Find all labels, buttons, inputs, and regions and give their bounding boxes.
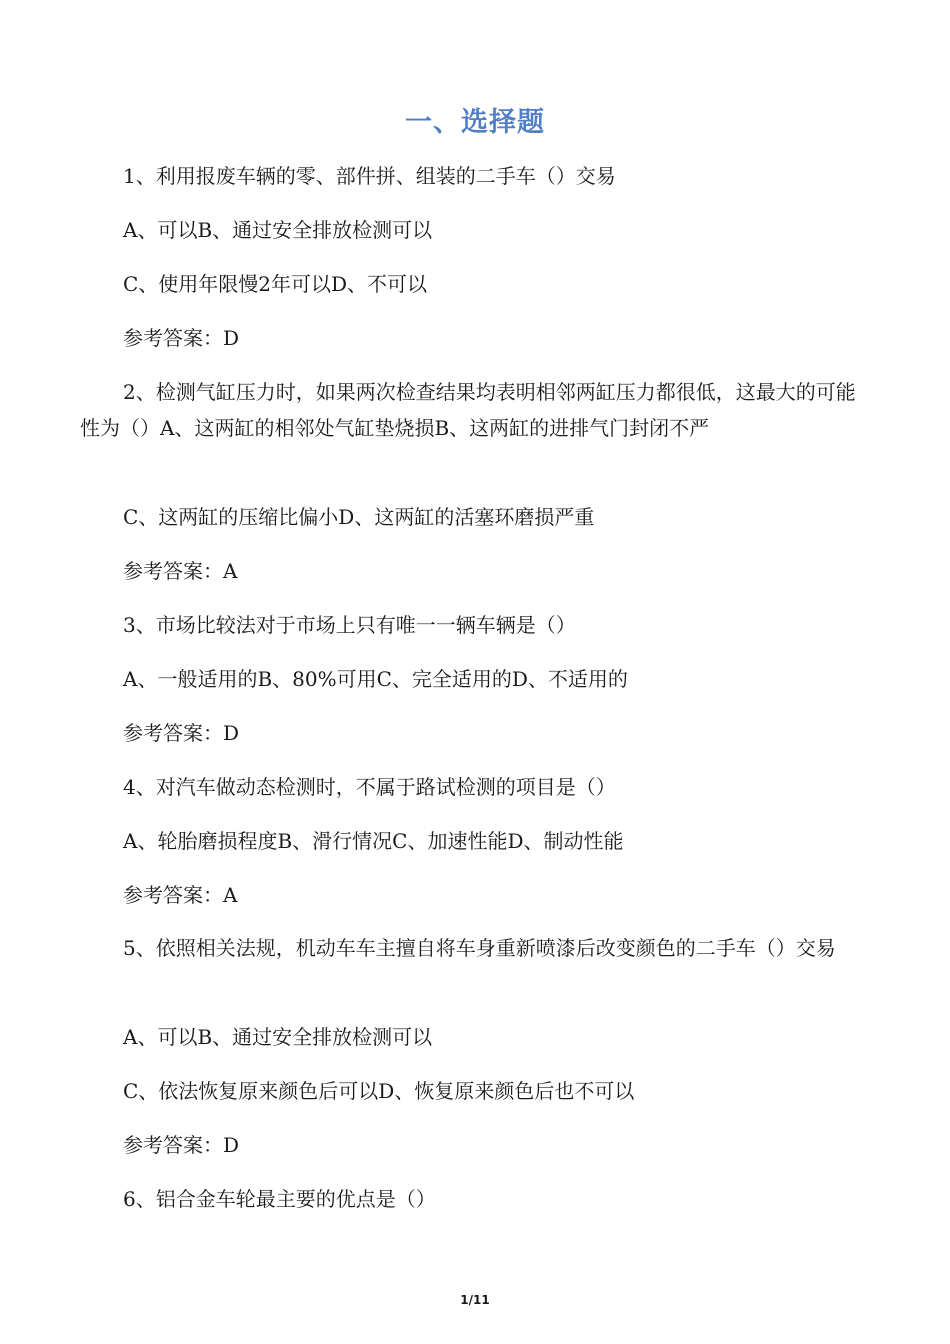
question-3: 3、市场比较法对于市场上只有唯一一辆车辆是（） <box>123 613 576 637</box>
question-5-answer: 参考答案：D <box>123 1133 240 1157</box>
question-1-answer: 参考答案：D <box>123 326 240 350</box>
question-4: 4、对汽车做动态检测时，不属于路试检测的项目是（） <box>123 775 616 799</box>
question-1-options-ab: A、可以B、通过安全排放检测可以 <box>123 218 433 242</box>
question-6: 6、铝合金车轮最主要的优点是（） <box>123 1187 436 1211</box>
question-2-answer: 参考答案：A <box>123 559 238 583</box>
question-3-answer: 参考答案：D <box>123 721 240 745</box>
page-number: 1/11 <box>460 1293 490 1307</box>
question-2: 2、检测气缸压力时，如果两次检查结果均表明相邻两缸压力都很低，这最大的可能性为（）A、这两缸的相邻处气缸垫烧损B、这两缸的进排气门封闭不严 <box>80 380 856 440</box>
question-4-answer: 参考答案：A <box>123 883 238 907</box>
section-heading: 一、选择题 <box>405 107 545 138</box>
question-1: 1、利用报废车辆的零、部件拼、组装的二手车（）交易 <box>123 164 616 188</box>
question-4-options: A、轮胎磨损程度B、滑行情况C、加速性能D、制动性能 <box>123 829 624 853</box>
question-2-options-cd: C、这两缸的压缩比偏小D、这两缸的活塞环磨损严重 <box>123 505 595 529</box>
question-5-options-cd: C、依法恢复原来颜色后可以D、恢复原来颜色后也不可以 <box>123 1079 635 1103</box>
question-5: 5、依照相关法规，机动车车主擅自将车身重新喷漆后改变颜色的二手车（）交易 <box>123 936 836 960</box>
question-1-options-cd: C、使用年限慢2年可以D、不可以 <box>123 272 428 296</box>
question-3-options: A、一般适用的B、80%可用C、完全适用的D、不适用的 <box>123 667 628 691</box>
question-5-options-ab: A、可以B、通过安全排放检测可以 <box>123 1025 433 1049</box>
